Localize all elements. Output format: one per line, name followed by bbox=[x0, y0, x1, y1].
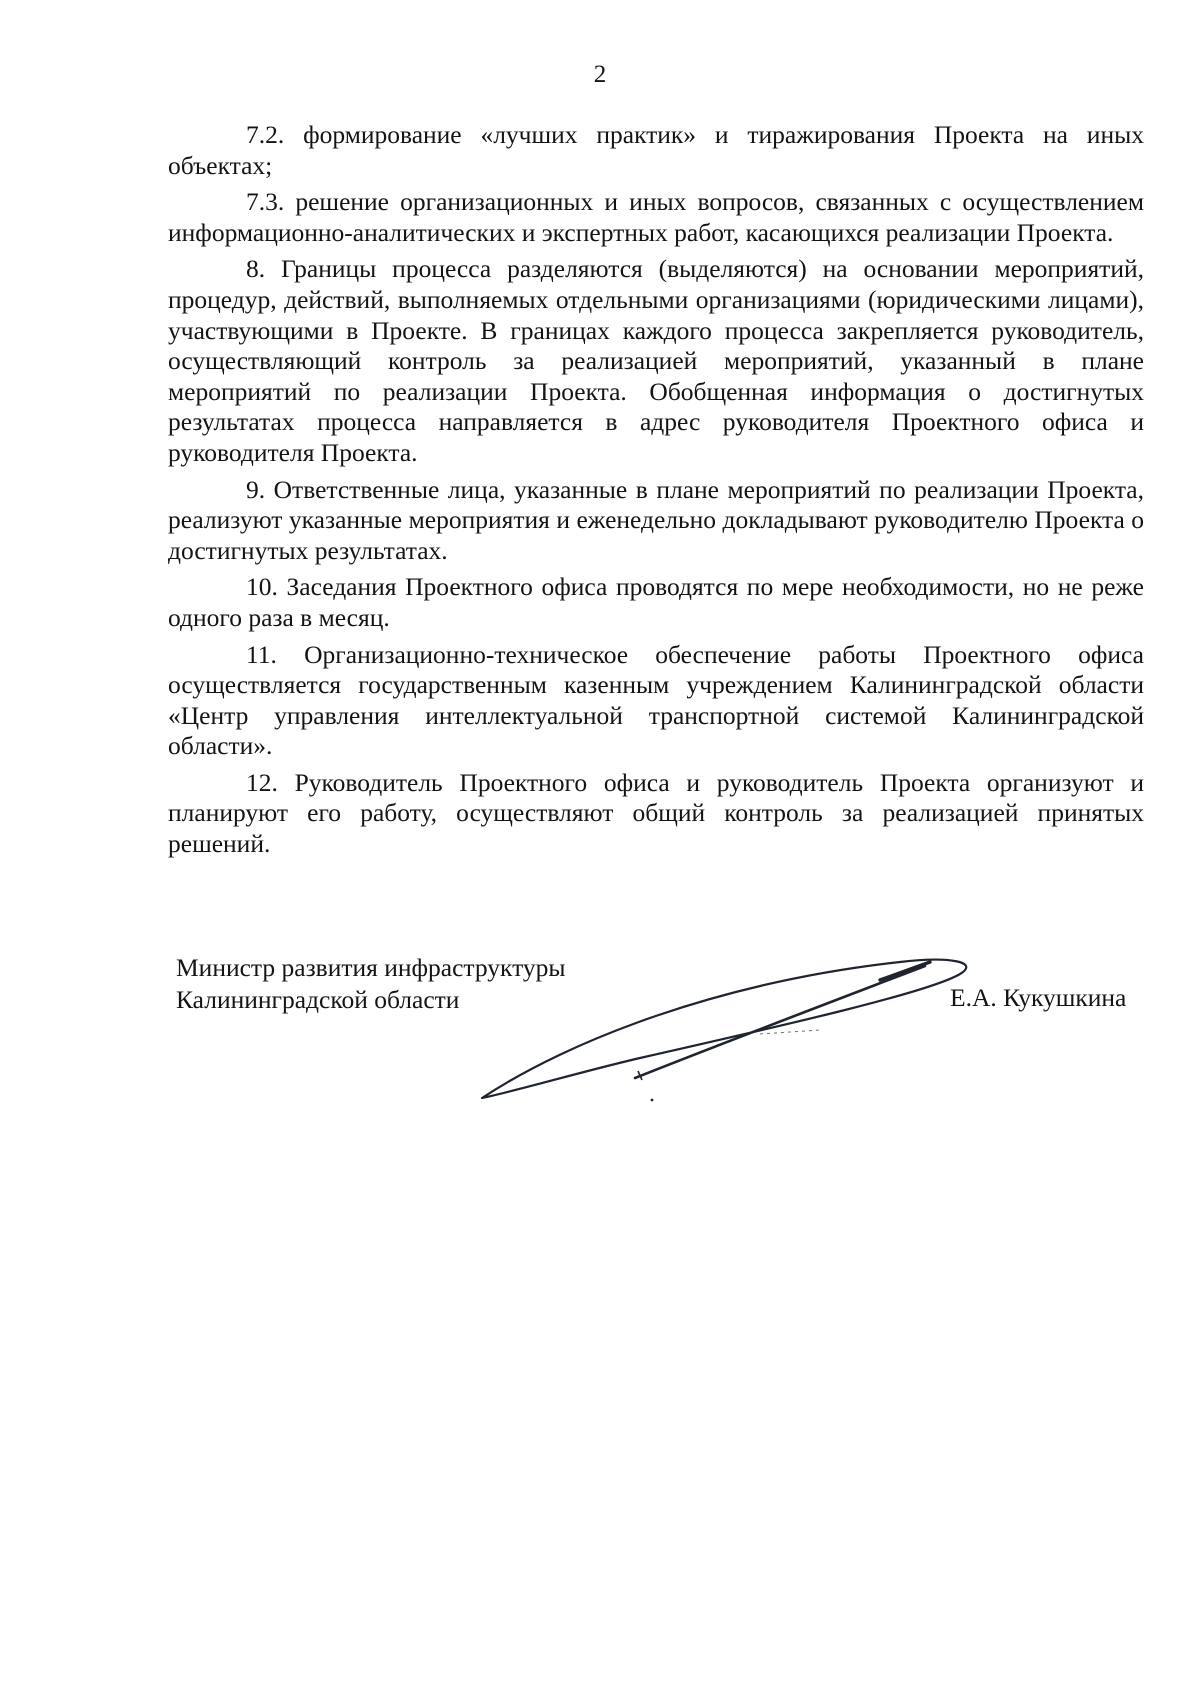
paragraph-10: 10. Заседания Проектного офиса проводятся по мере необходимости, но не реже одного раза в месяц. bbox=[168, 572, 1144, 632]
page-number: 2 bbox=[593, 61, 607, 88]
paragraph-8: 8. Границы процесса разделяются (выделяются) на основании мероприятий, процедур, действий, выполняемых отдельными организациями (юридическими лицами), участвующими в Проекте. В границах каждого процесса закрепляется руководитель, осуществляющий контроль за реализацией мероприятий, указанный в плане мероприятий по реализации Проекта. Обобщенная информация о достигнутых результатах процесса направляется в адрес руководителя Проектного офиса и руководителя Проекта. bbox=[168, 254, 1144, 467]
handwritten-signature bbox=[460, 940, 1000, 1110]
paragraph-12: 12. Руководитель Проектного офиса и руководитель Проекта организуют и планируют его работу, осуществляют общий контроль за реализацией принятых решений. bbox=[168, 767, 1144, 859]
paragraph-7-2: 7.2. формирование «лучших практик» и тиражирования Проекта на иных объектах; bbox=[168, 120, 1144, 180]
document-body bbox=[168, 120, 1144, 860]
signer-position-line2: Калининградской области bbox=[176, 985, 460, 1014]
paragraph-11: 11. Организационно-техническое обеспечение работы Проектного офиса осуществляется государственным казенным учреждением Калининградской области «Центр управления интеллектуальной транспортной системой Калининградской области». bbox=[168, 639, 1144, 761]
signer-position-line1: Министр развития инфраструктуры bbox=[176, 953, 566, 982]
paragraph-9: 9. Ответственные лица, указанные в плане мероприятий по реализации Проекта, реализуют указанные мероприятия и еженедельно докладывают руководителю Проекта о достигнутых результатах. bbox=[168, 474, 1144, 565]
signer-name: Е.А. Кукушкина bbox=[950, 983, 1127, 1012]
paragraph-7-3: 7.3. решение организационных и иных вопросов, связанных с осуществлением информационно-аналитических и экспертных работ, касающихся реализации Проекта. bbox=[168, 187, 1144, 247]
